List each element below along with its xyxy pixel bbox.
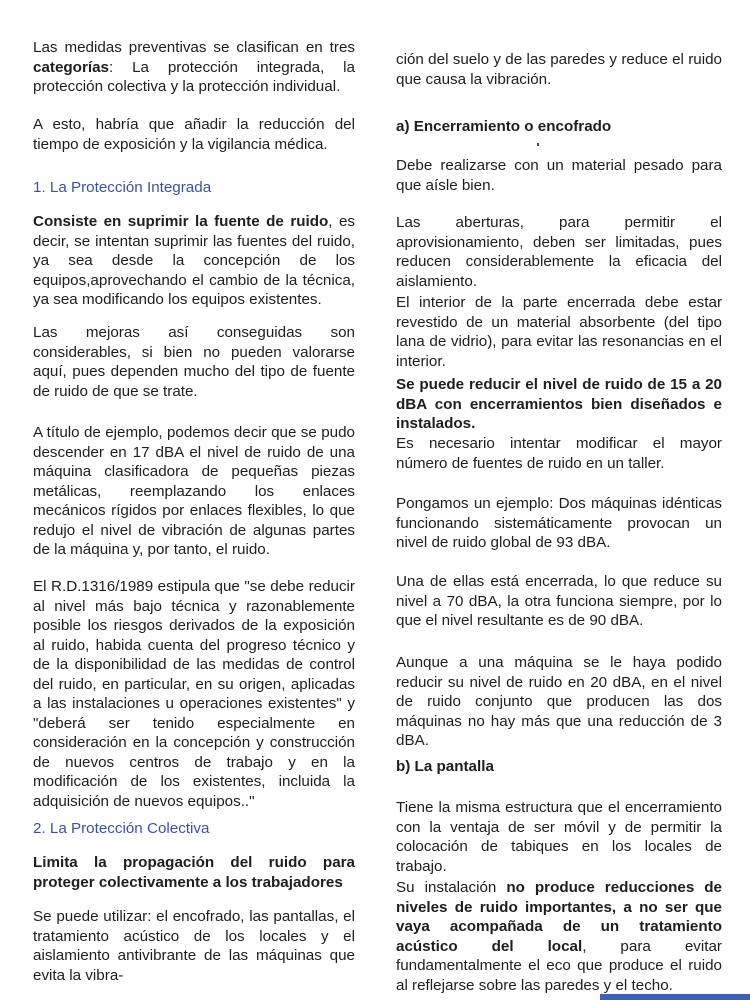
intro-paragraph	[33, 38, 355, 97]
exposure-paragraph: A esto, habría que añadir la reducción del tiempo de exposición y la vigilancia médica.	[33, 116, 355, 153]
integrated-definition-bold: Consiste en suprimir la fuente de ruido	[33, 213, 329, 230]
enclosed-machine-paragraph: Una de ellas está encerrada, lo que reduce su nivel a 70 dBA, la otra funciona siempre, por lo que el nivel resultante es de 90 dBA.	[396, 573, 722, 629]
screen-installation-paragraph	[396, 878, 722, 995]
installation-text-end: , para evitar fundamentalmente el eco que produce el ruido al reflejarse sobre las paredes y el techo.	[396, 937, 722, 994]
interior-lining-paragraph: El interior de la parte encerrada debe estar revestido de un material absorbente (del tipo lana de vidrio), para evitar las resonancias en el interior.	[396, 294, 722, 370]
section-heading-integrated: 1. La Protección Integrada	[33, 179, 212, 196]
integrated-definition-paragraph	[33, 212, 355, 310]
intro-text-start: Las medidas preventivas se clasifican en tres	[33, 39, 355, 56]
collective-methods-paragraph: Se puede utilizar: el encofrado, las pantallas, el tratamiento acústico de los locales y el aislamiento antivibrante de las máquinas que evita la vibra-	[33, 908, 355, 984]
vibration-continuation-paragraph: ción del suelo y de las paredes y reduce el ruido que causa la vibración.	[396, 51, 722, 88]
corner-accent-bar	[600, 994, 750, 1000]
installation-text-start: Su instalación	[396, 879, 507, 896]
integrated-definition-text: , es decir, se intentan suprimir las fuentes del ruido, ya sea desde la concepción de los equipos,aprovechando el cambio de la técnica, ya sea modificando los equipos existentes.	[33, 213, 355, 308]
enclosure-material-paragraph: Debe realizarse con un material pesado para que aísle bien.	[396, 157, 722, 194]
installation-bold-text: no produce reducciones de niveles de ruido importantes, a no ser que vaya acompañada de un tratamiento acústico del local	[396, 879, 722, 955]
screen-structure-paragraph: Tiene la misma estructura que el encerramiento con la ventaja de ser móvil y de permitir la colocación de tabiques en los locales de trabajo.	[396, 799, 722, 875]
stray-mark	[537, 143, 539, 146]
section-heading-collective: 2. La Protección Colectiva	[33, 820, 210, 837]
reduction-highlight-paragraph: Se puede reducir el nivel de ruido de 15 a 20 dBA con encerramientos bien diseñados e instalados.	[396, 376, 722, 432]
workshop-sources-paragraph: Es necesario intentar modificar el mayor número de fuentes de ruido en un taller.	[396, 435, 722, 472]
intro-bold-term: categorías	[33, 58, 109, 76]
improvements-paragraph: Las mejoras así conseguidas son considerables, si bien no pueden valorarse aquí, pues dependen mucho del tipo de fuente de ruido de que se trate.	[33, 324, 355, 400]
intro-text-end: : La protección integrada, la protección colectiva y la protección individual.	[33, 58, 355, 95]
regulation-paragraph: El R.D.1316/1989 estipula que "se debe reducir al nivel más bajo técnica y razonablemente posible los riesgos derivados de la exposición al ruido, habida cuenta del progreso técnico y de la disponibilidad de las medidas de control del ruido, en particular, en su origen, aplicadas a las instalaciones u operaciones existentes" y "deberá ser tenido especialmente en consideración en la concepción y construcción de nuevos centros de trabajo y en la modificación de los existentes, incluida la adquisición de nuevos equipos.."	[33, 578, 355, 810]
machines-example-paragraph: Pongamos un ejemplo: Dos máquinas idénticas funcionando sistemáticamente provocan un nivel de ruido global de 93 dBA.	[396, 495, 722, 551]
collective-subtitle: Limita la propagación del ruido para proteger colectivamente a los trabajadores	[33, 854, 355, 891]
example-paragraph: A título de ejemplo, podemos decir que se pudo descender en 17 dBA el nivel de ruido de una máquina clasificadora de pequeñas piezas metálicas, reemplazando los enlaces mecánicos rígidos por enlaces flexibles, lo que redujo el nivel de vibración de algunas partes de la máquina y, por tanto, el ruido.	[33, 424, 355, 558]
subsection-heading-enclosure: a) Encerramiento o encofrado	[396, 118, 612, 135]
combined-noise-paragraph: Aunque a una máquina se le haya podido reducir su nivel de ruido en 20 dBA, en el nivel de ruido conjunto que producen las dos máquinas no hay más que una reducción de 3 dBA.	[396, 654, 722, 749]
subsection-heading-screen: b) La pantalla	[396, 758, 494, 775]
openings-paragraph: Las aberturas, para permitir el aprovisionamiento, deben ser limitadas, pues reducen considerablemente la eficacia del aislamiento.	[396, 214, 722, 290]
